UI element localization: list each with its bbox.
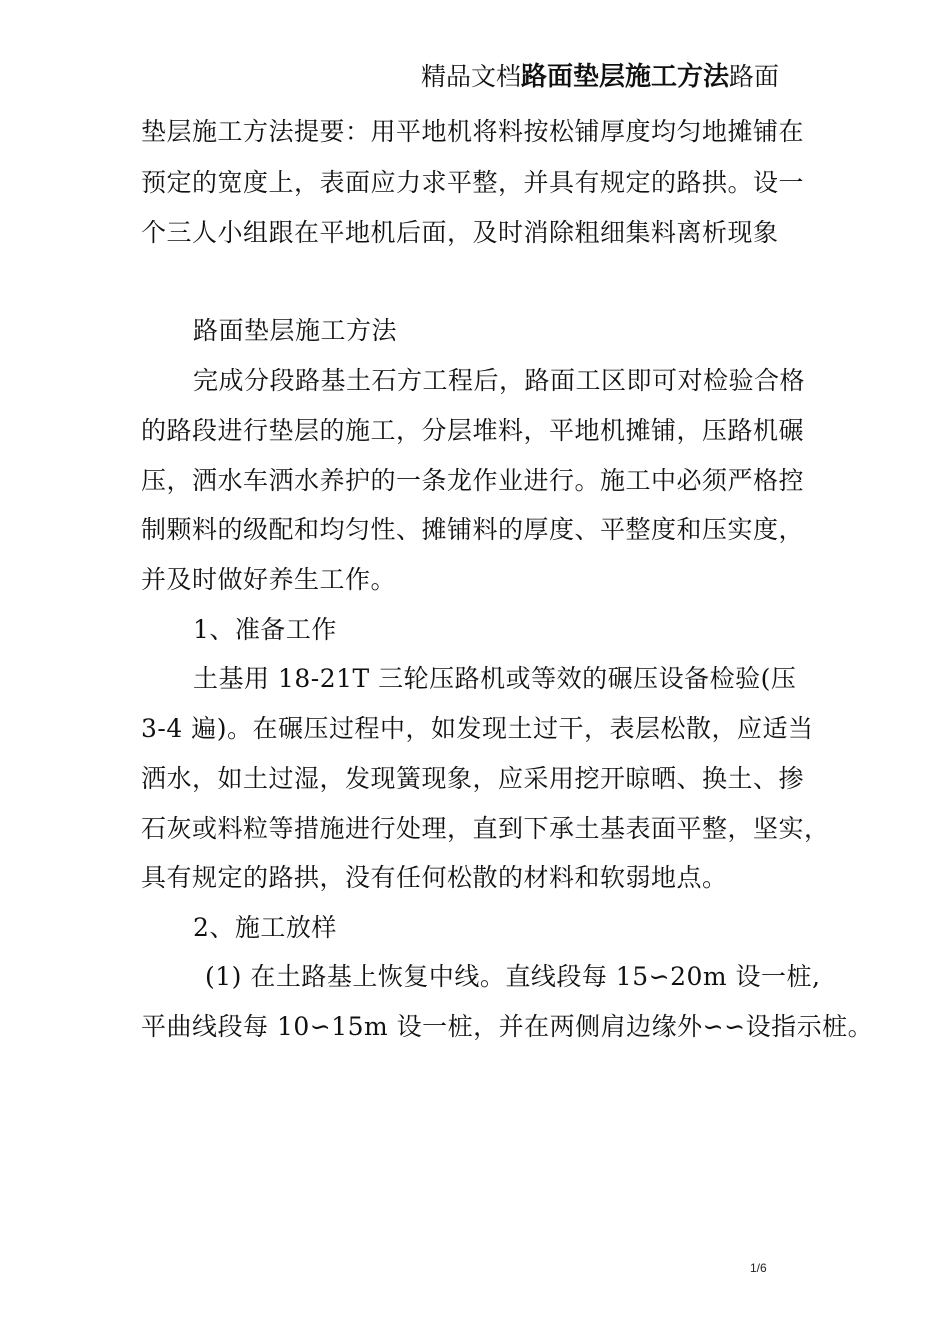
paragraph-line: 3-4 遍)。在碾压过程中，如发现土过干，表层松散，应适当 bbox=[141, 714, 814, 743]
paragraph-line: 的路段进行垫层的施工，分层堆料，平地机摊铺，压路机碾 bbox=[141, 416, 805, 445]
paragraph-line: (1) 在土路基上恢复中线。直线段每 15∽20m 设一桩, bbox=[205, 962, 821, 991]
summary-line-3: 个三人小组跟在平地机后面，及时消除粗细集料离析现象 bbox=[141, 218, 779, 247]
page-number: 1/6 bbox=[750, 1261, 767, 1275]
paragraph-line: 压，洒水车洒水养护的一条龙作业进行。施工中必须严格控 bbox=[141, 466, 805, 495]
summary-line-1: 垫层施工方法提要：用平地机将料按松铺厚度均匀地摊铺在 bbox=[141, 117, 805, 146]
heading-staking: 2、施工放样 bbox=[193, 913, 337, 942]
paragraph-line: 平曲线段每 10∽15m 设一桩，并在两侧肩边缘外∽∽设指示桩。 bbox=[141, 1012, 874, 1041]
document-title: 路面垫层施工方法 bbox=[521, 62, 730, 92]
paragraph-line: 制颗料的级配和均匀性、摊铺料的厚度、平整度和压实度， bbox=[141, 515, 805, 544]
document-header bbox=[421, 60, 779, 94]
paragraph-line: 土基用 18-21T 三轮压路机或等效的碾压设备检验(压 bbox=[193, 664, 797, 693]
paragraph-line: 并及时做好养生工作。 bbox=[141, 565, 397, 594]
header-prefix: 精品文档 bbox=[421, 62, 522, 91]
summary-line-2: 预定的宽度上，表面应力求平整，并具有规定的路拱。设一 bbox=[141, 168, 805, 197]
section-title: 路面垫层施工方法 bbox=[193, 316, 398, 345]
paragraph-line: 洒水，如土过湿，发现簧现象，应采用挖开晾晒、换土、掺 bbox=[141, 764, 805, 793]
header-suffix: 路面 bbox=[729, 62, 780, 91]
paragraph-line: 完成分段路基土石方工程后，路面工区即可对检验合格 bbox=[193, 366, 806, 395]
paragraph-line: 石灰或料粒等措施进行处理，直到下承土基表面平整，坚实， bbox=[141, 814, 830, 843]
heading-preparation: 1、准备工作 bbox=[193, 615, 337, 644]
paragraph-line: 具有规定的路拱，没有任何松散的材料和软弱地点。 bbox=[141, 863, 728, 892]
